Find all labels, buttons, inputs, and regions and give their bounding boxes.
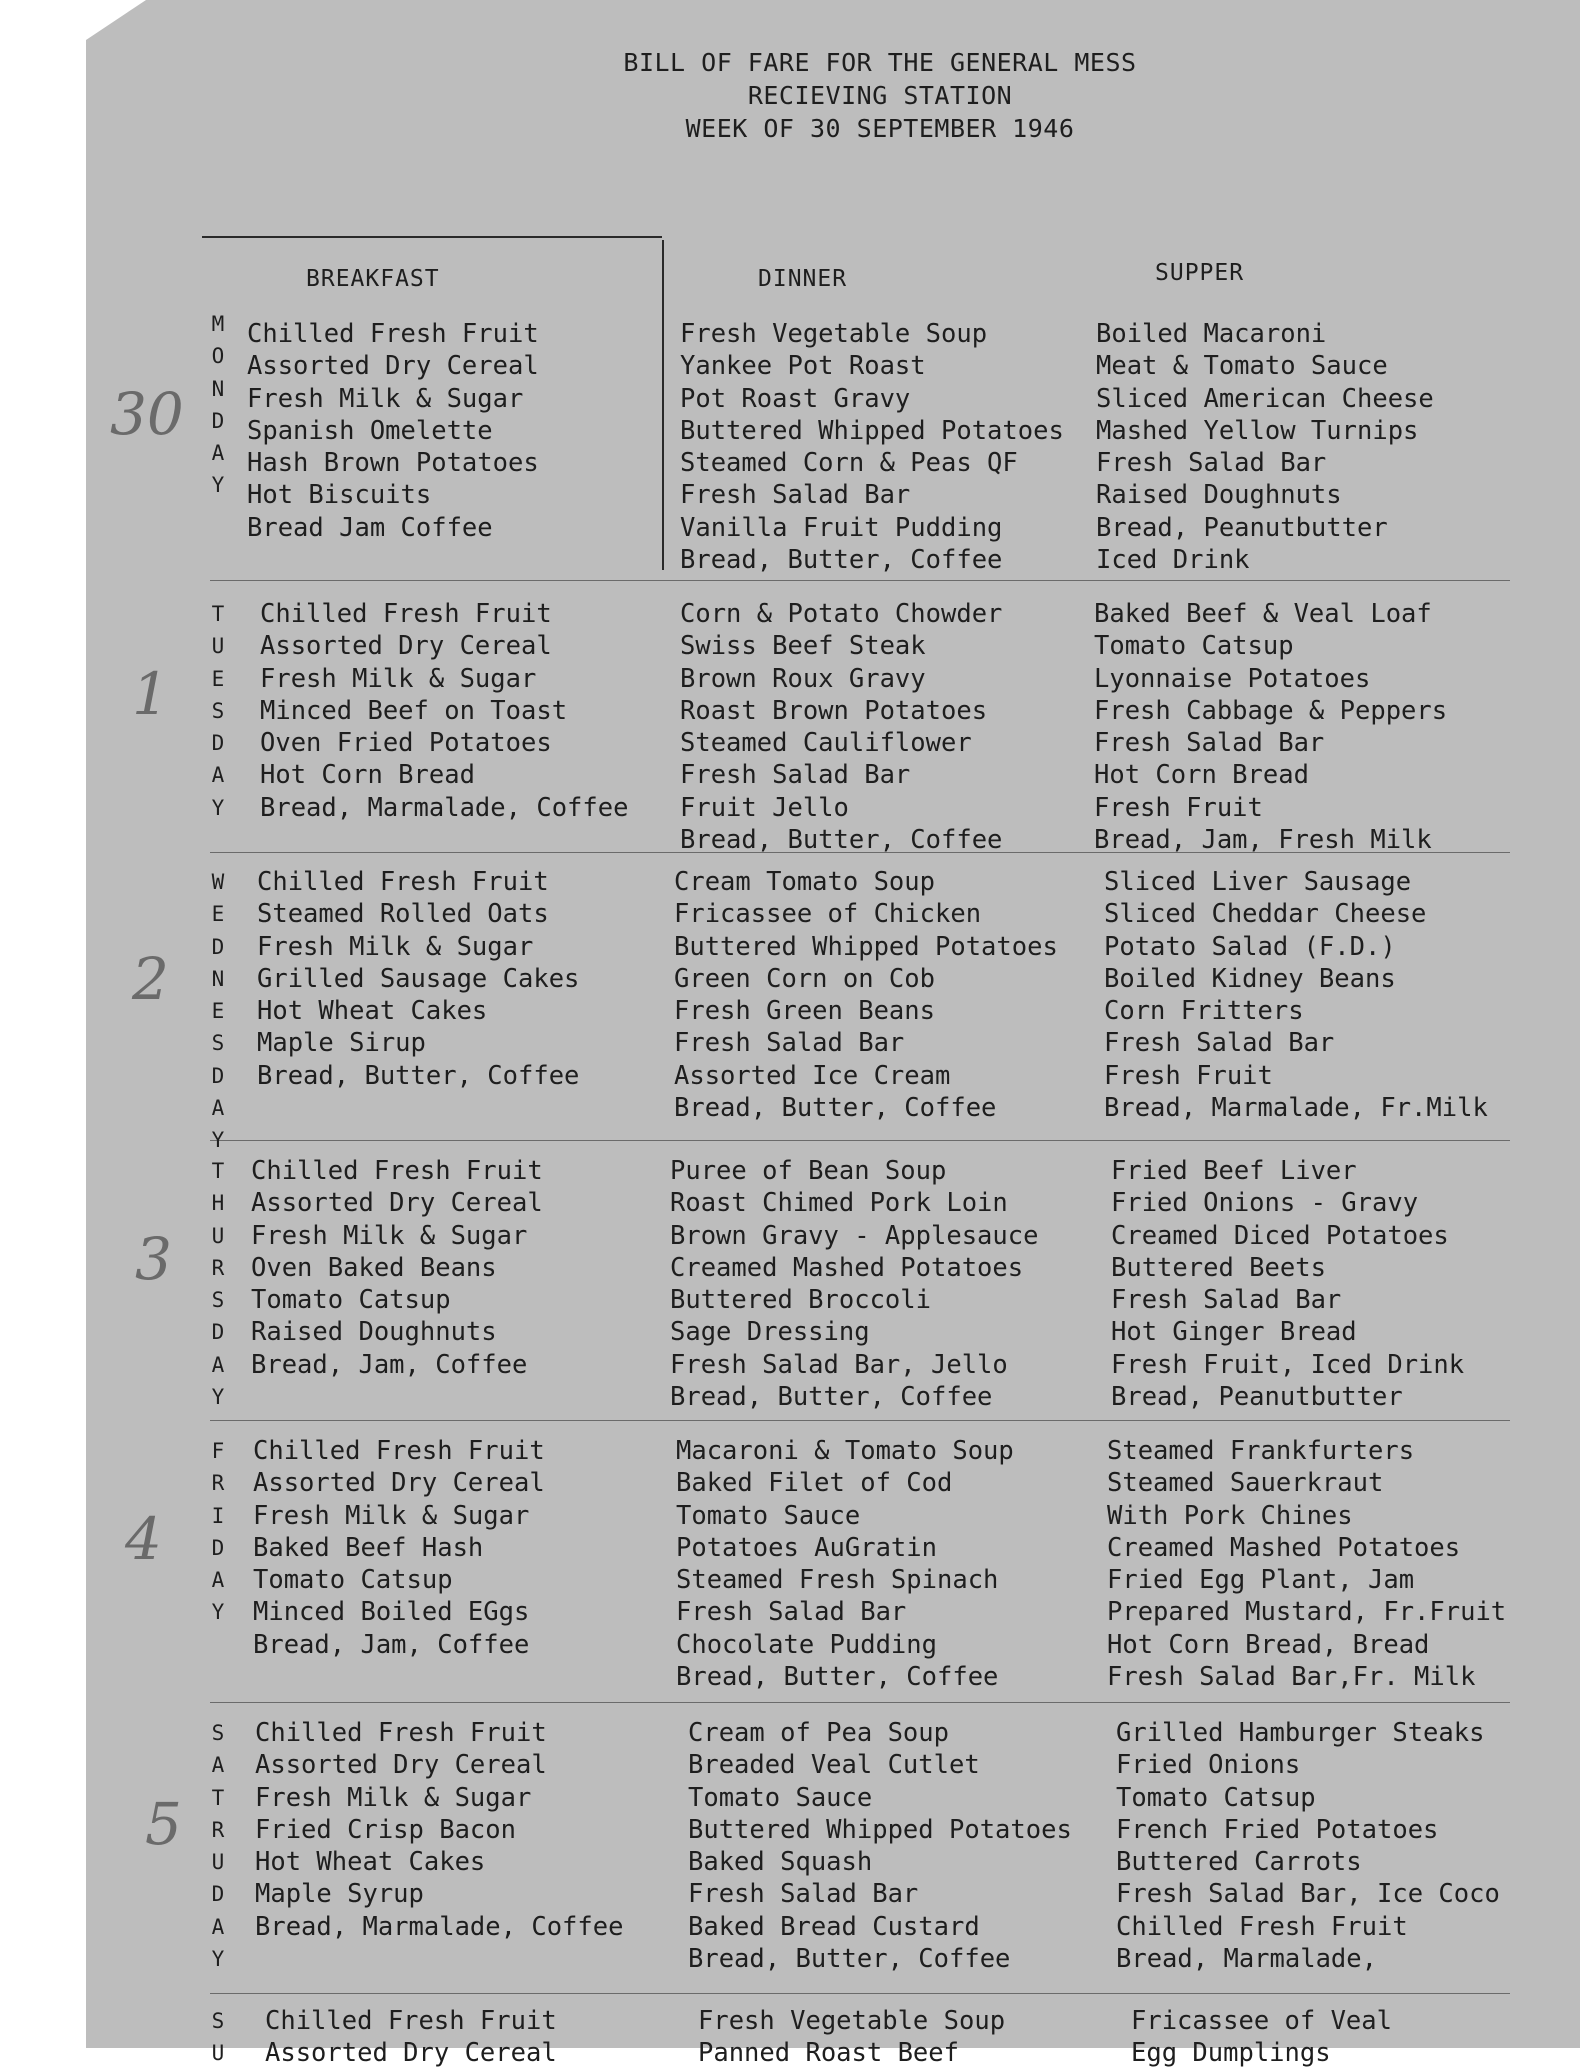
menu-item: Fried Onions (1116, 1750, 1301, 1781)
menu-item: Bread, Jam, Coffee (253, 1629, 530, 1660)
dinner-items (698, 2005, 1005, 2070)
day-letter: A (211, 1096, 225, 1121)
menu-item: Meat & Tomato Sauce (1096, 351, 1388, 382)
dinner-items (674, 866, 1058, 1124)
menu-item: Steamed Fresh Spinach (676, 1565, 999, 1596)
day-letter: A (211, 441, 225, 466)
day-letter: O (211, 344, 225, 369)
menu-item: Green Corn on Cob (674, 963, 935, 994)
menu-item: Bread, Butter, Coffee (670, 1382, 993, 1413)
day-letter: F (211, 1439, 225, 1463)
day-letter: D (211, 1882, 225, 1907)
menu-item: Fresh Salad Bar (680, 760, 911, 791)
supper-items (1131, 2005, 1392, 2070)
menu-item: Fresh Milk & Sugar (253, 1500, 530, 1531)
day-letter: A (211, 1753, 225, 1778)
day-letter: Y (211, 473, 225, 498)
menu-item: Boiled Macaroni (1096, 319, 1327, 349)
day-letter: E (211, 666, 225, 691)
menu-item: Bread, Jam, Coffee (251, 1349, 528, 1380)
day-letter: S (211, 698, 225, 723)
menu-item: Hot Wheat Cakes (255, 1847, 486, 1878)
day-letter: U (211, 634, 225, 659)
menu-item: Fresh Salad Bar, Jello (670, 1349, 1008, 1380)
menu-item: Fresh Green Beans (674, 996, 935, 1027)
menu-item: Bread, Peanutbutter (1096, 512, 1388, 543)
menu-item: Chocolate Pudding (676, 1629, 937, 1660)
breakfast-items (265, 2005, 557, 2070)
day-letter: Y (211, 795, 225, 820)
menu-item: Panned Roast Beef (698, 2038, 959, 2069)
menu-item: Corn & Potato Chowder (680, 599, 1003, 629)
menu-item: Sliced Liver Sausage (1104, 867, 1412, 897)
day-letter: D (211, 1535, 225, 1560)
menu-item: Roast Brown Potatoes (680, 695, 988, 726)
day-name-vertical (208, 2005, 228, 2070)
day-letter: A (211, 1568, 225, 1593)
menu-item: Maple Sirup (257, 1028, 426, 1059)
day-letter: D (211, 934, 225, 959)
menu-item: Fried Egg Plant, Jam (1107, 1565, 1415, 1596)
menu-item: Hash Brown Potatoes (247, 448, 539, 479)
menu-item: Fresh Salad Bar, Ice Coco (1116, 1879, 1500, 1910)
menu-item: Chilled Fresh Fruit (247, 319, 539, 349)
day-letter: A (211, 1352, 225, 1377)
day-letter: N (211, 966, 225, 991)
menu-item: Iced Drink (1096, 545, 1250, 576)
menu-item: Fresh Salad Bar (1096, 448, 1327, 479)
day-letter: Y (211, 1947, 225, 1972)
menu-item: Baked Beef & Veal Loaf (1094, 599, 1432, 629)
menu-item: Fresh Milk & Sugar (251, 1220, 528, 1251)
day-name-vertical (208, 1717, 228, 1975)
menu-item: Cream Tomato Soup (674, 867, 935, 897)
menu-item: Bread, Marmalade, Coffee (260, 792, 629, 823)
menu-item: Chilled Fresh Fruit (265, 2006, 557, 2036)
menu-item: Fresh Milk & Sugar (260, 663, 537, 694)
supper-items (1094, 598, 1447, 856)
day-letter: A (211, 1914, 225, 1939)
day-name-vertical (208, 1435, 228, 1629)
menu-item: Fresh Salad Bar (676, 1597, 907, 1628)
dinner-items (680, 598, 1002, 856)
menu-item: Fresh Salad Bar (1094, 728, 1325, 759)
menu-item: Macaroni & Tomato Soup (676, 1436, 1014, 1466)
menu-item: Swiss Beef Steak (680, 631, 926, 662)
day-letter: T (211, 1785, 225, 1810)
menu-item: Chilled Fresh Fruit (257, 867, 549, 897)
menu-item: Breaded Veal Cutlet (688, 1750, 980, 1781)
menu-item: Buttered Carrots (1116, 1847, 1362, 1878)
menu-item: Creamed Mashed Potatoes (670, 1252, 1024, 1283)
menu-item: Bread, Butter, Coffee (257, 1060, 580, 1091)
menu-item: Tomato Catsup (251, 1285, 451, 1316)
menu-item: Hot Corn Bread (260, 760, 475, 791)
menu-item: Baked Squash (688, 1847, 873, 1878)
menu-item: Sliced Cheddar Cheese (1104, 899, 1427, 930)
menu-item: Tomato Sauce (676, 1500, 861, 1531)
menu-item: Chilled Fresh Fruit (1116, 1911, 1408, 1942)
menu-item: With Pork Chines (1107, 1500, 1353, 1531)
supper-items (1096, 318, 1434, 576)
breakfast-header: BREAKFAST (306, 266, 440, 292)
menu-item: Chilled Fresh Fruit (251, 1156, 543, 1186)
supper-items (1107, 1435, 1506, 1693)
menu-item: Assorted Dry Cereal (260, 631, 552, 662)
dinner-items (670, 1155, 1038, 1413)
top-rule (202, 236, 662, 238)
menu-item: Hot Ginger Bread (1111, 1317, 1357, 1348)
header-station: RECIEVING STATION (747, 81, 1013, 110)
day-letter: A (211, 763, 225, 788)
supper-items (1111, 1155, 1464, 1413)
handwritten-date: 4 (125, 1505, 162, 1573)
menu-item: Chilled Fresh Fruit (260, 599, 552, 629)
day-letter: D (211, 408, 225, 433)
menu-item: Tomato Catsup (1116, 1782, 1316, 1813)
menu-item: Fresh Salad Bar (674, 1028, 905, 1059)
menu-item: Bread, Butter, Coffee (676, 1662, 999, 1693)
menu-item: Bread, Marmalade, Fr.Milk (1104, 1093, 1488, 1124)
menu-item: Fresh Salad Bar,Fr. Milk (1107, 1662, 1476, 1693)
day-separator (210, 580, 1510, 581)
handwritten-date: 1 (132, 660, 169, 728)
day-letter: S (211, 1031, 225, 1056)
menu-item: Egg Dumplings (1131, 2038, 1331, 2069)
breakfast-items (247, 318, 539, 544)
day-letter: R (211, 1255, 225, 1280)
menu-item: Fresh Fruit (1104, 1060, 1273, 1091)
supper-items (1104, 866, 1488, 1124)
breakfast-items (251, 1155, 543, 1381)
menu-item: Chilled Fresh Fruit (255, 1718, 547, 1748)
menu-item: Creamed Diced Potatoes (1111, 1220, 1449, 1251)
menu-item: Potato Salad (F.D.) (1104, 931, 1396, 962)
day-name-vertical (208, 308, 228, 502)
menu-item: Minced Beef on Toast (260, 695, 568, 726)
menu-item: Steamed Cauliflower (680, 728, 972, 759)
menu-item: Fricassee of Veal (1131, 2006, 1392, 2036)
day-name-vertical (208, 866, 228, 1157)
menu-item: Bread Jam Coffee (247, 512, 493, 543)
menu-item: Sliced American Cheese (1096, 383, 1434, 414)
menu-item: Fresh Fruit, Iced Drink (1111, 1349, 1465, 1380)
menu-item: Assorted Dry Cereal (255, 1750, 547, 1781)
day-letter: T (211, 602, 225, 626)
menu-item: Oven Fried Potatoes (260, 728, 552, 759)
menu-item: Fresh Milk & Sugar (257, 931, 534, 962)
menu-item: Tomato Sauce (688, 1782, 873, 1813)
menu-item: Grilled Hamburger Steaks (1116, 1718, 1485, 1748)
menu-item: Bread, Butter, Coffee (688, 1944, 1011, 1975)
day-separator (210, 1140, 1510, 1141)
day-letter: T (211, 1159, 225, 1183)
menu-item: Minced Boiled EGgs (253, 1597, 530, 1628)
day-letter: S (211, 1288, 225, 1313)
menu-item: Bread, Butter, Coffee (680, 825, 1003, 856)
menu-item: Fresh Salad Bar (1104, 1028, 1335, 1059)
day-letter: D (211, 731, 225, 756)
document-header (520, 46, 1240, 145)
menu-item: Chilled Fresh Fruit (253, 1436, 545, 1466)
header-week: WEEK OF 30 SEPTEMBER 1946 (685, 114, 1075, 143)
day-letter: S (211, 2009, 225, 2033)
day-name-vertical (208, 598, 228, 824)
day-letter: N (211, 376, 225, 401)
day-letter: E (211, 999, 225, 1024)
menu-item: Vanilla Fruit Pudding (680, 512, 1003, 543)
menu-item: Raised Doughnuts (251, 1317, 497, 1348)
menu-item: Puree of Bean Soup (670, 1156, 947, 1186)
day-letter: R (211, 1471, 225, 1496)
menu-item: Steamed Rolled Oats (257, 899, 549, 930)
day-separator (210, 1420, 1510, 1421)
day-letter: Y (211, 1128, 225, 1153)
menu-item: Fricassee of Chicken (674, 899, 982, 930)
menu-item: Oven Baked Beans (251, 1252, 497, 1283)
menu-item: Assorted Dry Cereal (265, 2038, 557, 2069)
menu-item: Hot Corn Bread (1094, 760, 1309, 791)
menu-item: Buttered Whipped Potatoes (688, 1814, 1072, 1845)
day-letter: I (211, 1503, 225, 1528)
day-letter: R (211, 1817, 225, 1842)
menu-item: Fresh Milk & Sugar (255, 1782, 532, 1813)
handwritten-date: 3 (135, 1225, 172, 1293)
menu-item: Pot Roast Gravy (680, 383, 911, 414)
menu-item: Creamed Mashed Potatoes (1107, 1532, 1461, 1563)
day-letter: Y (211, 1385, 225, 1410)
menu-item: Bread, Jam, Fresh Milk (1094, 825, 1432, 856)
menu-item: Fried Onions - Gravy (1111, 1188, 1419, 1219)
menu-item: Assorted Dry Cereal (251, 1188, 543, 1219)
dinner-header: DINNER (758, 266, 848, 292)
day-letter: E (211, 902, 225, 927)
menu-item: Fresh Vegetable Soup (698, 2006, 1006, 2036)
menu-item: Baked Filet of Cod (676, 1468, 953, 1499)
day-letter: W (211, 870, 225, 894)
menu-item: Bread, Butter, Coffee (674, 1093, 997, 1124)
menu-item: Grilled Sausage Cakes (257, 963, 580, 994)
menu-item: Fresh Vegetable Soup (680, 319, 988, 349)
menu-item: Baked Beef Hash (253, 1532, 484, 1563)
menu-item: Assorted Ice Cream (674, 1060, 951, 1091)
day-letter: U (211, 1223, 225, 1248)
menu-item: Yankee Pot Roast (680, 351, 926, 382)
menu-item: Buttered Broccoli (670, 1285, 931, 1316)
menu-item: Fresh Salad Bar (688, 1879, 919, 1910)
menu-item: Lyonnaise Potatoes (1094, 663, 1371, 694)
menu-item: Bread, Peanutbutter (1111, 1382, 1403, 1413)
menu-item: Hot Biscuits (247, 480, 432, 511)
breakfast-items (257, 866, 579, 1092)
menu-item: Tomato Catsup (253, 1565, 453, 1596)
menu-item: Bread, Marmalade, Coffee (255, 1911, 624, 1942)
menu-item: Assorted Dry Cereal (253, 1468, 545, 1499)
breakfast-items (255, 1717, 623, 1943)
breakfast-items (260, 598, 628, 824)
supper-items (1116, 1717, 1500, 1975)
menu-item: Raised Doughnuts (1096, 480, 1342, 511)
day-letter: M (211, 312, 225, 336)
menu-item: Buttered Beets (1111, 1252, 1326, 1283)
menu-item: Fresh Salad Bar (680, 480, 911, 511)
menu-item: Maple Syrup (255, 1879, 424, 1910)
menu-item: Hot Wheat Cakes (257, 996, 488, 1027)
header-title: BILL OF FARE FOR THE GENERAL MESS (623, 48, 1137, 77)
menu-item: Fruit Jello (680, 792, 849, 823)
day-letter: U (211, 1850, 225, 1875)
menu-item: Boiled Kidney Beans (1104, 963, 1396, 994)
day-letter: D (211, 1063, 225, 1088)
dinner-items (676, 1435, 1014, 1693)
dinner-items (688, 1717, 1072, 1975)
day-separator (210, 1993, 1510, 1994)
day-letter: D (211, 1320, 225, 1345)
menu-item: Brown Roux Gravy (680, 663, 926, 694)
menu-item: Bread, Marmalade, (1116, 1944, 1377, 1975)
menu-item: Steamed Frankfurters (1107, 1436, 1415, 1466)
menu-item: Buttered Whipped Potatoes (680, 415, 1064, 446)
day-letter: U (211, 2041, 225, 2066)
menu-item: Brown Gravy - Applesauce (670, 1220, 1039, 1251)
menu-item: Tomato Catsup (1094, 631, 1294, 662)
menu-item: Cream of Pea Soup (688, 1718, 949, 1748)
day-separator (210, 1702, 1510, 1703)
menu-item: Corn Fritters (1104, 996, 1304, 1027)
menu-item: Buttered Whipped Potatoes (674, 931, 1058, 962)
menu-item: Bread, Butter, Coffee (680, 545, 1003, 576)
day-letter: Y (211, 1600, 225, 1625)
handwritten-date: 5 (145, 1790, 182, 1858)
menu-item: Baked Bread Custard (688, 1911, 980, 1942)
menu-item: Fresh Fruit (1094, 792, 1263, 823)
menu-item: Hot Corn Bread, Bread (1107, 1629, 1430, 1660)
menu-item: Fried Crisp Bacon (255, 1814, 516, 1845)
menu-item: Mashed Yellow Turnips (1096, 415, 1419, 446)
handwritten-date: 2 (132, 945, 169, 1013)
menu-item: Assorted Dry Cereal (247, 351, 539, 382)
column-divider-left (662, 240, 664, 570)
menu-item: Spanish Omelette (247, 415, 493, 446)
menu-item: Sage Dressing (670, 1317, 870, 1348)
menu-item: Steamed Sauerkraut (1107, 1468, 1384, 1499)
menu-item: Fresh Milk & Sugar (247, 383, 524, 414)
menu-item: Steamed Corn & Peas QF (680, 448, 1018, 479)
menu-item: Fresh Salad Bar (1111, 1285, 1342, 1316)
menu-item: Fresh Cabbage & Peppers (1094, 695, 1448, 726)
menu-item: Fried Beef Liver (1111, 1156, 1357, 1186)
handwritten-date: 30 (110, 380, 184, 448)
menu-item: French Fried Potatoes (1116, 1814, 1439, 1845)
menu-item: Prepared Mustard, Fr.Fruit (1107, 1597, 1507, 1628)
day-letter: S (211, 1721, 225, 1745)
supper-header: SUPPER (1155, 260, 1245, 286)
menu-item: Roast Chimed Pork Loin (670, 1188, 1008, 1219)
day-name-vertical (208, 1155, 228, 1413)
menu-item: Potatoes AuGratin (676, 1532, 937, 1563)
breakfast-items (253, 1435, 545, 1661)
day-letter: H (211, 1191, 225, 1216)
dinner-items (680, 318, 1064, 576)
